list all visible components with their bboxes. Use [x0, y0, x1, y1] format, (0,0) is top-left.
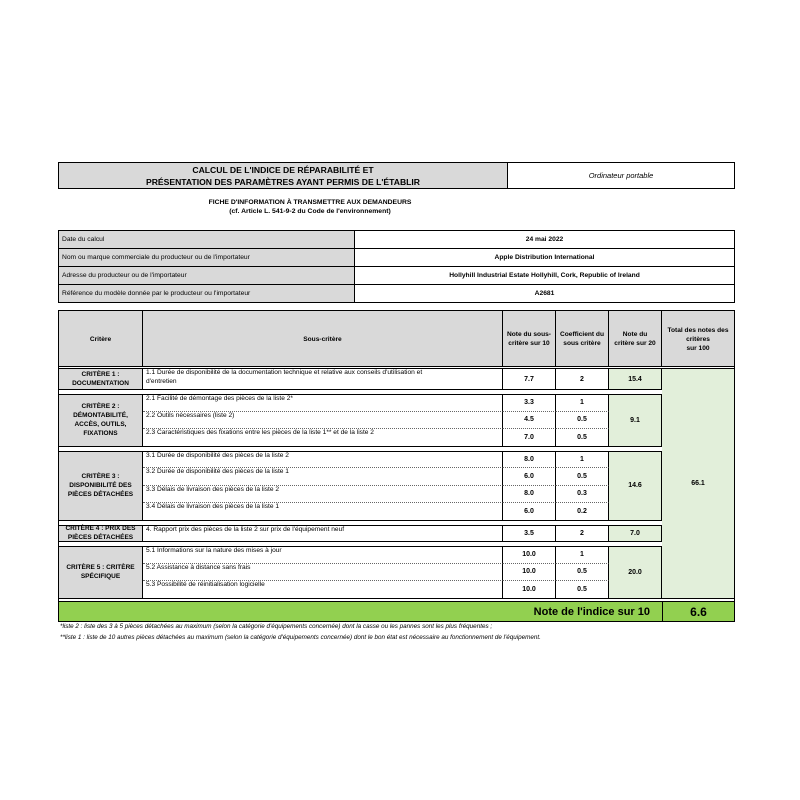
- subtitle-line-2: (cf. Article L. 541-9-2 du Code de l'environnement): [229, 208, 391, 215]
- sub-criterion-text: 4. Rapport prix des pièces de la liste 2 sur prix de l'équipement neuf: [146, 525, 345, 533]
- header-total-sur-100: [662, 311, 734, 367]
- criterion-note-sur-20: 9.1: [609, 394, 662, 447]
- header-note-sous-critere: [503, 311, 556, 367]
- header-total-l3: sur 100: [686, 344, 710, 352]
- header-coefficient-l2: sous critère: [563, 340, 601, 347]
- criterion-label: [59, 525, 143, 543]
- sub-criterion-label: [143, 525, 503, 543]
- criterion-label-line: DISPONIBILITÉ DES: [69, 482, 132, 489]
- subtitle-line-1: FICHE D'INFORMATION À TRANSMETTRE AUX DEMANDEURS: [208, 199, 412, 206]
- header-coefficient: [556, 311, 609, 367]
- criterion-label-line: SPÉCIFIQUE: [80, 573, 121, 581]
- title-line-2: PRÉSENTATION DES PARAMÈTRES AYANT PERMIS DE L'ÉTABLIR: [145, 176, 421, 187]
- title-line-1: CALCUL DE L'INDICE DE RÉPARABILITÉ ET: [192, 164, 374, 175]
- sub-criterion-note: 3.3: [503, 394, 556, 412]
- sub-criterion-note: 7.0: [503, 429, 556, 447]
- sub-criterion-text: 5.1 Informations sur la nature des mises à jour: [146, 547, 282, 554]
- sub-criterion-coefficient: 0.5: [556, 468, 609, 486]
- sub-criterion-coefficient: 1: [556, 451, 609, 469]
- sub-criterion-label: [143, 581, 503, 599]
- sub-criterion-coefficient: 1: [556, 546, 609, 564]
- sub-criterion-coefficient: 0.5: [556, 581, 609, 599]
- header-critere: Critère: [59, 311, 143, 367]
- sub-criterion-text: 5.3 Possibilité de réinitialisation logicielle: [146, 581, 265, 588]
- criterion-label-line: PIÈCES DÉTACHÉES: [67, 491, 134, 498]
- product-type: Ordinateur portable: [507, 162, 735, 189]
- criterion-label: [59, 451, 143, 521]
- info-value: Hollyhill Industrial Estate Hollyhill, Cork, Republic of Ireland: [449, 272, 640, 279]
- sub-criterion-note: 6.0: [503, 503, 556, 521]
- sub-criterion-note: 7.7: [503, 368, 556, 390]
- document-title: [58, 162, 508, 189]
- sub-criterion-label: [143, 546, 503, 564]
- info-label: Référence du modèle donnée par le producteur ou l'importateur: [59, 285, 355, 302]
- sub-criterion-coefficient: 0.5: [556, 412, 609, 430]
- criterion-label-line: CRITÈRE 3 :: [81, 473, 120, 480]
- sub-criterion-label: [143, 451, 503, 469]
- sub-criterion-note: 3.5: [503, 525, 556, 543]
- sub-criterion-label: [143, 503, 503, 521]
- info-label: Date du calcul: [59, 231, 355, 248]
- sub-criterion-coefficient: 0.3: [556, 486, 609, 504]
- header-coefficient-l1: Coefficient du: [560, 331, 604, 338]
- sub-criterion-text: 5.2 Assistance à distance sans frais: [146, 563, 251, 571]
- criterion-label-line: CRITÈRE 1 :: [81, 371, 120, 378]
- sub-criterion-text-cont: d'entretien: [146, 377, 177, 385]
- info-row: [59, 285, 734, 302]
- score-table: [58, 310, 735, 622]
- header-note-critere-l1: Note du: [622, 331, 648, 338]
- info-row: [59, 267, 734, 285]
- criterion-label: [59, 546, 143, 599]
- criterion-label-line: CRITÈRE 2 :: [81, 403, 120, 411]
- sub-criterion-coefficient: 2: [556, 368, 609, 390]
- header-total-l2: critères: [686, 335, 710, 343]
- criterion-note-sur-20: 15.4: [609, 368, 662, 390]
- criterion-label-line: PIÈCES DÉTACHÉES: [67, 534, 134, 542]
- sub-criterion-text: 3.1 Durée de disponibilité des pièces de la liste 2: [146, 451, 289, 459]
- info-label: Adresse du producteur ou de l'importateur: [59, 267, 355, 284]
- sub-criterion-text: 3.3 Délais de livraison des pièces de la liste 2: [146, 485, 280, 493]
- criterion-label-line: CRITÈRE 5 : CRITÈRE: [66, 564, 135, 572]
- table-header-row: [59, 311, 734, 367]
- info-table: [58, 230, 735, 303]
- criterion-label-line: ACCÈS, OUTILS,: [74, 421, 127, 429]
- sub-criterion-note: 8.0: [503, 486, 556, 504]
- criterion-label-line: DOCUMENTATION: [72, 380, 129, 387]
- info-label: Nom ou marque commerciale du producteur ou de l'importateur: [59, 249, 355, 266]
- criterion-note-sur-20: 14.6: [609, 451, 662, 521]
- sub-criterion-note: 10.0: [503, 581, 556, 599]
- criterion-label: [59, 394, 143, 447]
- sub-criterion-label: [143, 468, 503, 486]
- sub-criterion-label: [143, 564, 503, 582]
- info-value: Apple Distribution International: [494, 254, 595, 261]
- criterion-note-sur-20: 7.0: [609, 525, 662, 543]
- sub-criterion-coefficient: 2: [556, 525, 609, 543]
- index-row: [59, 601, 734, 621]
- sub-criterion-text: 2.3 Caractéristiques des fixations entre les pièces de la liste 1** et de la liste 2: [146, 429, 374, 436]
- sub-criterion-text: 1.1 Durée de disponibilité de la documentation technique et relative aux conseils d'utilisation et: [146, 369, 423, 376]
- footnote-liste-2: *liste 2 : liste des 3 à 5 pièces détachées au maximum (selon la catégorie d'équipements concernée) dont la casse ou les pannes sont les plus fréquentes ;: [60, 622, 493, 630]
- footnote-liste-1: **liste 1 : liste de 10 autres pièces détachées au maximum (selon la catégorie d'équipements concernée) dont le bon état est nécessaire au fonctionnement de l'équipement.: [60, 633, 541, 641]
- header-total-l1: Total des notes des: [667, 326, 729, 334]
- sub-criterion-note: 10.0: [503, 546, 556, 564]
- form-subtitle: [160, 198, 460, 220]
- header-note-sous-critere-l1: Note du sous-: [507, 331, 551, 338]
- sub-criterion-label: [143, 368, 503, 390]
- index-value: 6.6: [662, 602, 734, 622]
- sub-criterion-note: 10.0: [503, 564, 556, 582]
- sub-criterion-text: 2.2 Outils nécessaires (liste 2): [146, 411, 235, 419]
- header-note-critere-l2: critère sur 20: [614, 340, 656, 347]
- info-value: A2681: [534, 290, 555, 297]
- sub-criterion-label: [143, 429, 503, 447]
- criterion-label-line: DÉMONTABILITÉ,: [73, 412, 128, 420]
- header-note-sous-critere-l2: critère sur 10: [508, 340, 550, 347]
- sub-criterion-label: [143, 394, 503, 412]
- sub-criterion-label: [143, 486, 503, 504]
- sub-criterion-note: 4.5: [503, 412, 556, 430]
- sub-criterion-coefficient: 0.2: [556, 503, 609, 521]
- criterion-label-line: CRITÈRE 4 : PRIX DES: [65, 525, 136, 533]
- criterion-label-line: FIXATIONS: [83, 430, 118, 438]
- header-note-critere-sur-20: [609, 311, 662, 367]
- criterion-label: [59, 368, 143, 390]
- index-label: Note de l'indice sur 10: [533, 605, 650, 618]
- header-sous-critere: Sous-critère: [143, 311, 503, 367]
- sub-criterion-note: 8.0: [503, 451, 556, 469]
- sub-criterion-coefficient: 0.5: [556, 564, 609, 582]
- criterion-note-sur-20: 20.0: [609, 546, 662, 599]
- total-sur-100: 66.1: [662, 368, 734, 599]
- sub-criterion-text: 3.4 Délais de livraison des pièces de la liste 1: [146, 503, 280, 510]
- info-row: [59, 231, 734, 249]
- sub-criterion-coefficient: 0.5: [556, 429, 609, 447]
- sub-criterion-note: 6.0: [503, 468, 556, 486]
- sub-criterion-coefficient: 1: [556, 394, 609, 412]
- info-value: 24 mai 2022: [525, 236, 564, 243]
- sub-criterion-text: 2.1 Facilité de démontage des pièces de la liste 2*: [146, 395, 293, 402]
- sub-criterion-label: [143, 412, 503, 430]
- info-row: [59, 249, 734, 267]
- sub-criterion-text: 3.2 Durée de disponibilité des pièces de la liste 1: [146, 468, 289, 475]
